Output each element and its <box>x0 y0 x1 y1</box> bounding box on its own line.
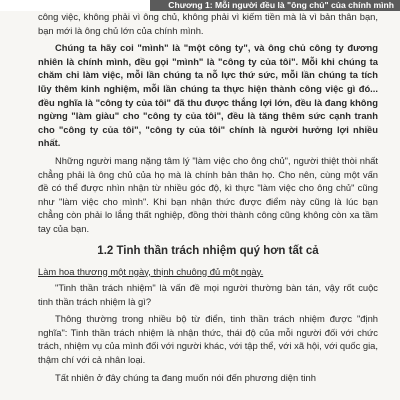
section-heading: 1.2 Tinh thần trách nhiệm quý hơn tất cả <box>97 244 319 257</box>
paragraph: công việc, không phải vì ông chủ, không phải vì kiếm tiền mà là vì bản thân bạn, bạn mới là ông chủ lớn của chính mình. <box>38 11 378 36</box>
paragraph: "Tinh thần trách nhiệm" là vấn đề mọi người thường bàn tán, vậy rốt cuộc tinh thần trách nhiệm là gì? <box>38 282 378 307</box>
page-body <box>38 10 378 388</box>
section-subheading: Làm hoa thương một ngày, thịnh chuông đủ một ngày. <box>38 265 264 277</box>
paragraph: Tất nhiên ở đây chúng ta đang muốn nói đến phương diện tinh <box>55 371 316 383</box>
chapter-title: Chương 1: Mỗi người đều là "ông chủ" của chính mình <box>150 0 400 11</box>
paragraph: Chúng ta hãy coi "mình" là "một công ty", và ông chủ công ty đương nhiên là chính mình, đều gọi "mình" là "công ty của tôi". Mỗi khi chúng ta chăm chỉ làm việc, mỗi lần chúng ta nỗ lực thứ sức, mỗi lần chúng ta tích lũy thêm kinh nghiệm, mỗi lần chúng ta thực hiện thành công việc gì đó... đều nghĩa là "công ty của tôi" đã thu được thắng lợi lớn, đều là đang không ngừng "làm giàu" cho "công ty của tôi", đều là tăng thêm sức cạnh tranh cho "công ty của tôi", "công ty của tôi" chính là người hưởng lợi nhiều nhất. <box>38 42 378 149</box>
paragraph: Những người mang nặng tâm lý "làm việc cho ông chủ", người thiệt thòi nhất chẳng phải là ông chủ của họ mà là chính bản thân họ. Cho nên, cùng một vấn đề có thể được nhìn nhận từ nhiều góc độ, kì thực "làm việc cho ông chủ" cũng như "làm việc cho mình". Khi bạn nhận thức được điểm này cũng là lúc bạn chẳng còn phải lo lắng thất nghiệp, đồng thời thành công cũng không còn xa tầm tay của bạn. <box>38 154 378 234</box>
paragraph: Thông thường trong nhiều bộ từ điển, tinh thần trách nhiệm được "định nghĩa": Tinh thần trách nhiệm là nhận thức, thái độ của mỗi người đối với chức trách, nhiệm vụ của mình đối với người khác, với tập thể, với xã hội, với quốc gia, thậm chí với cả nhân loại. <box>38 313 378 366</box>
